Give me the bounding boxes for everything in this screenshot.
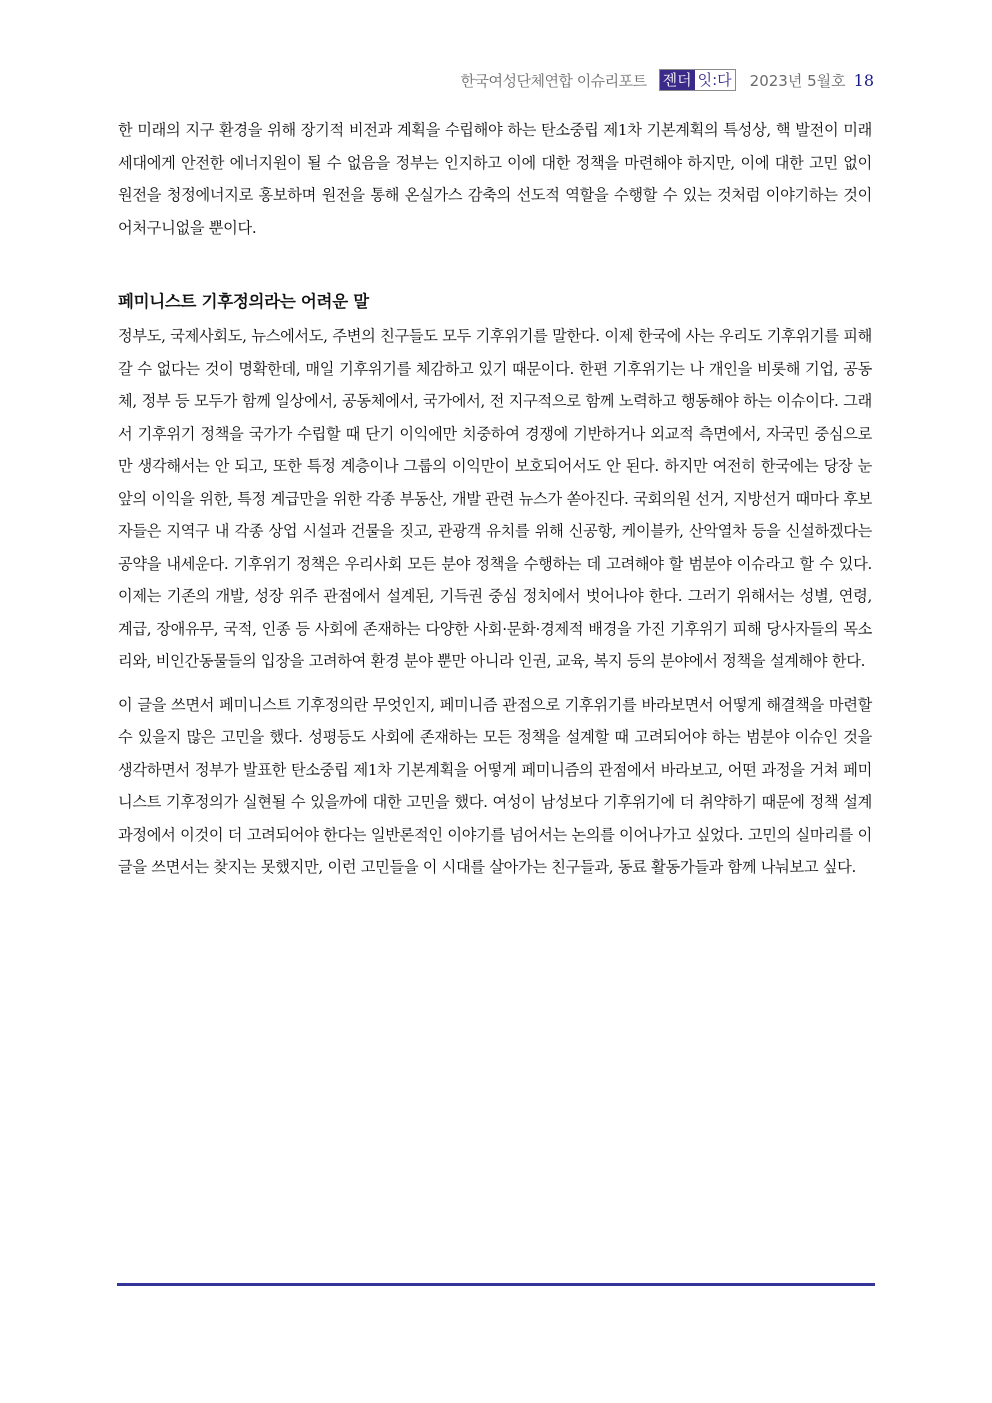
publisher-name: 한국여성단체연합 이슈리포트 [460, 71, 647, 90]
body-paragraph: 이 글을 쓰면서 페미니스트 기후정의란 무엇인지, 페미니즘 관점으로 기후위기를 바라보면서 어떻게 해결책을 마련할 수 있을지 많은 고민을 했다. 성평등도 사회에 존재하는 모든 정책을 설계할 때 고려되어야 하는 범분야 이슈인 것을 생각하면서 정부가 발표한 탄소중립 제1차 기본계획을 어떻게 페미니즘의 관점에서 바라보고, 어떤 과정을 거쳐 페미니스트 기후정의가 실현될 수 있을까에 대한 고민을 했다. 여성이 남성보다 기후위기에 더 취약하기 때문에 정책 설계 과정에서 이것이 더 고려되어야 한다는 일반론적인 이야기를 넘어서는 논의를 이어나가고 싶었다. 고민의 실마리를 이 글을 쓰면서는 찾지는 못했지만, 이런 고민들을 이 시대를 살아가는 친구들과, 동료 활동가들과 함께 나눠보고 싶다. [118, 695, 872, 876]
gender-itda-logo [659, 69, 736, 91]
logo-part-1: 젠더 [660, 70, 695, 90]
intro-paragraph: 한 미래의 지구 환경을 위해 장기적 비전과 계획을 수립해야 하는 탄소중립 제1차 기본계획의 특성상, 핵 발전이 미래세대에게 안전한 에너지원이 될 수 없음을 정부는 인지하고 이에 대한 정책을 마련해야 하지만, 이에 대한 고민 없이 원전을 청정에너지로 홍보하며 원전을 통해 온실가스 감축의 선도적 역할을 수행할 수 있는 것처럼 이야기하는 것이 어처구니없을 뿐이다. [118, 121, 872, 237]
section-title: 페미니스트 기후정의라는 어려운 말 [118, 292, 369, 311]
page-number: 18 [853, 70, 874, 90]
logo-part-2: 잇:다 [697, 71, 732, 89]
issue-date: 2023년 5월호 [749, 71, 846, 90]
body-paragraph: 정부도, 국제사회도, 뉴스에서도, 주변의 친구들도 모두 기후위기를 말한다. 이제 한국에 사는 우리도 기후위기를 피해갈 수 없다는 것이 명확한데, 매일 기후위기를 체감하고 있기 때문이다. 한편 기후위기는 나 개인을 비롯해 기업, 공동체, 정부 등 모두가 함께 일상에서, 공동체에서, 국가에서, 전 지구적으로 함께 노력하고 행동해야 하는 이슈이다. 그래서 기후위기 정책을 국가가 수립할 때 단기 이익에만 치중하여 경쟁에 기반하거나 외교적 측면에서, 자국민 중심으로만 생각해서는 안 되고, 또한 특정 계층이나 그룹의 이익만이 보호되어서도 안 된다. 하지만 여전히 한국에는 당장 눈 앞의 이익을 위한, 특정 계급만을 위한 각종 부동산, 개발 관련 뉴스가 쏟아진다. 국회의원 선거, 지방선거 때마다 후보자들은 지역구 내 각종 상업 시설과 건물을 짓고, 관광객 유치를 위해 신공항, 케이블카, 산악열차 등을 신설하겠다는 공약을 내세운다. 기후위기 정책은 우리사회 모든 분야 정책을 수행하는 데 고려해야 할 범분야 이슈라고 할 수 있다. 이제는 기존의 개발, 성장 위주 관점에서 설계된, 기득권 중심 정치에서 벗어나야 한다. 그러기 위해서는 성별, 연령, 계급, 장애유무, 국적, 인종 등 사회에 존재하는 다양한 사회·문화·경제적 배경을 가진 기후위기 피해 당사자들의 목소리와, 비인간동물들의 입장을 고려하여 환경 분야 뿐만 아니라 인권, 교육, 복지 등의 분야에서 정책을 설계해야 한다. [118, 327, 872, 670]
article-body [118, 114, 872, 884]
page-header [461, 68, 875, 92]
footer-divider [117, 1283, 875, 1286]
